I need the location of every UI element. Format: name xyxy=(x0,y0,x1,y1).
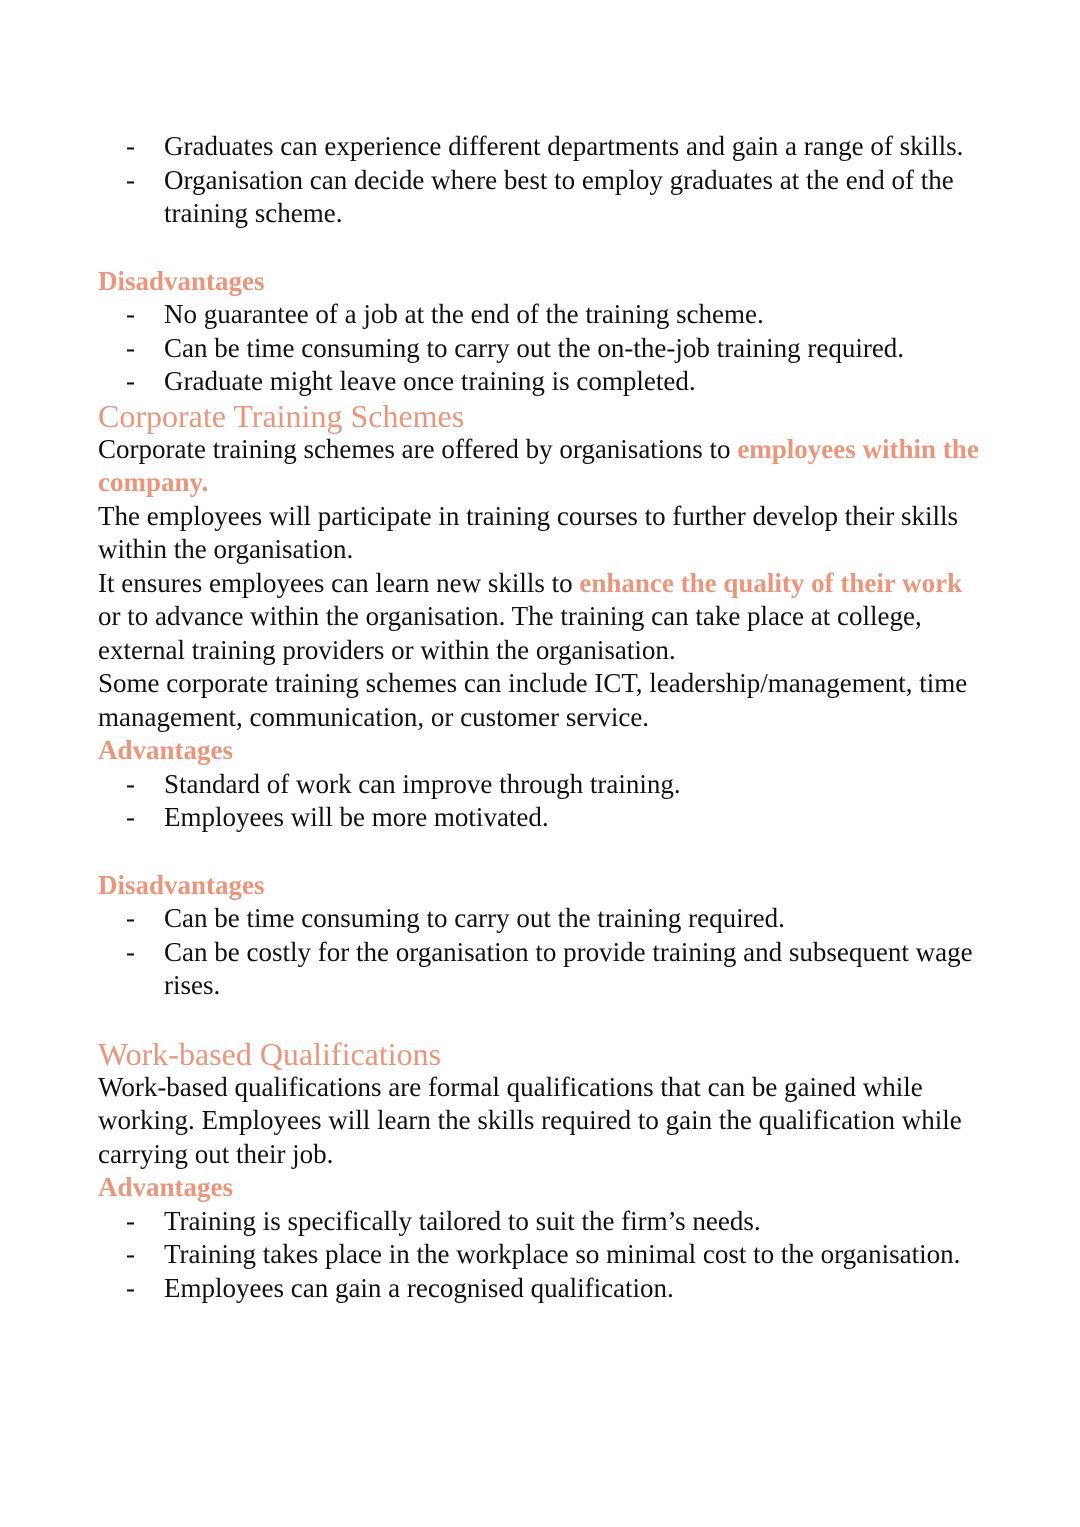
graduate-disadvantages-heading: Disadvantages xyxy=(98,265,265,296)
workbased-advantages-heading: Advantages xyxy=(98,1172,234,1202)
graduate-disadvantages-list xyxy=(98,298,988,399)
list-item: - Training is specifically tailored to suit the firm’s needs. xyxy=(164,1205,988,1239)
corporate-p3-highlight: enhance the quality of their work xyxy=(579,567,963,598)
list-item: - Employees can gain a recognised qualification. xyxy=(164,1272,988,1306)
corporate-p3-text: It ensures employees can learn new skills to xyxy=(98,567,580,598)
list-item: - Standard of work can improve through training. xyxy=(164,768,988,802)
corporate-advantages-heading: Advantages xyxy=(98,735,234,765)
list-item: - Graduates can experience different departments and gain a range of skills. xyxy=(164,130,988,164)
corporate-advantages-list xyxy=(98,768,988,835)
graduate-advantages-list xyxy=(98,130,988,231)
corporate-p1-text: Corporate training schemes are offered by organisations to xyxy=(98,433,738,464)
corporate-paragraph-1 xyxy=(98,433,988,500)
list-item: - No guarantee of a job at the end of the training scheme. xyxy=(164,298,988,332)
corporate-disadvantages-heading: Disadvantages xyxy=(98,869,265,900)
workbased-section-title: Work-based Qualifications xyxy=(98,1035,442,1072)
corporate-paragraph-4: Some corporate training schemes can include ICT, leadership/management, time management, communication, or customer service. xyxy=(98,668,968,732)
list-item: - Graduate might leave once training is completed. xyxy=(164,365,988,399)
workbased-paragraph-1: Work-based qualifications are formal qualifications that can be gained while working. Employees will learn the skills required to gain the qualification while carrying out their job. xyxy=(98,1071,962,1169)
list-item: - Can be time consuming to carry out the on-the-job training required. xyxy=(164,332,988,366)
list-item: - Organisation can decide where best to employ graduates at the end of the training scheme. xyxy=(164,164,988,231)
corporate-p1-highlight: employees within the company. xyxy=(98,433,979,497)
document-page xyxy=(98,130,988,1305)
corporate-p3-text-end: or to advance within the organisation. The training can take place at college, external training providers or within the organisation. xyxy=(98,601,922,665)
list-item: - Employees will be more motivated. xyxy=(164,801,988,835)
list-item: - Training takes place in the workplace so minimal cost to the organisation. xyxy=(164,1238,988,1272)
list-item: - Can be time consuming to carry out the training required. xyxy=(164,902,988,936)
corporate-section-title: Corporate Training Schemes xyxy=(98,397,465,434)
workbased-advantages-list xyxy=(98,1205,988,1306)
corporate-paragraph-3 xyxy=(98,567,988,668)
corporate-paragraph-2: The employees will participate in training courses to further develop their skills within the organisation. xyxy=(98,500,959,564)
corporate-disadvantages-list xyxy=(98,902,988,1003)
list-item: - Can be costly for the organisation to provide training and subsequent wage rises. xyxy=(164,936,988,1003)
